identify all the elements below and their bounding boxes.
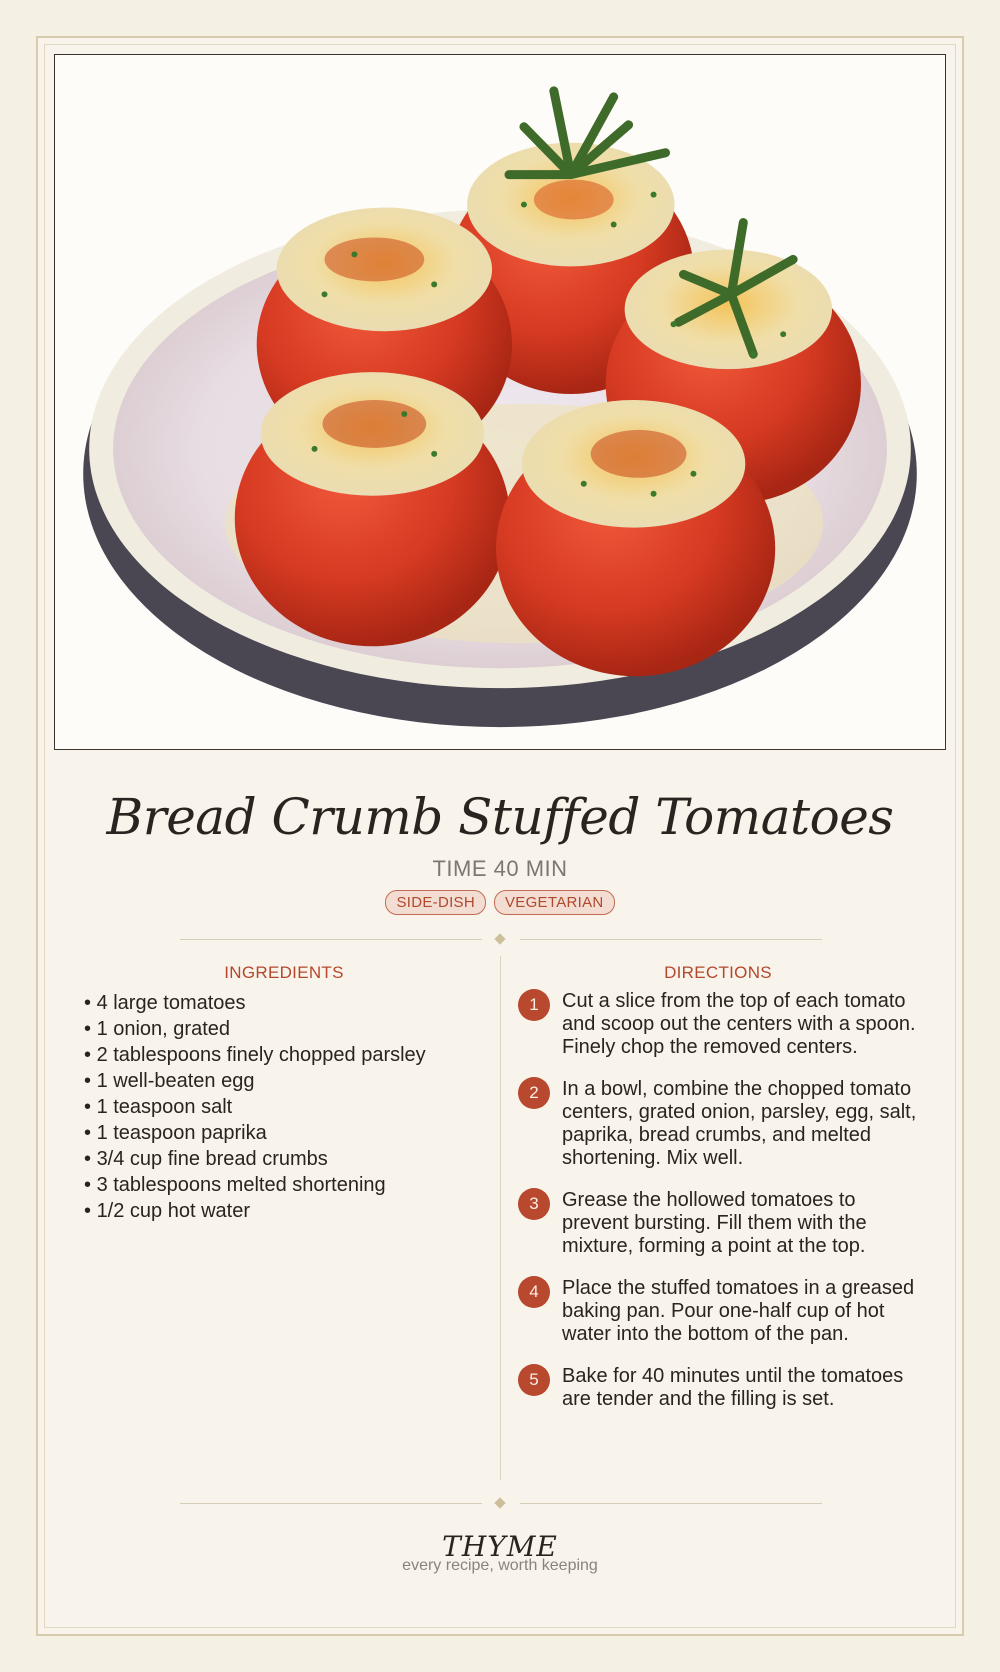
- direction-step: [518, 1078, 918, 1170]
- recipe-photo: [54, 54, 946, 750]
- step-text: Cut a slice from the top of each tomato and scoop out the centers with a spoon. Finely chop the removed centers.: [562, 990, 916, 1058]
- step-number-badge: 1: [518, 989, 550, 1021]
- ingredient-item: • 1/2 cup hot water: [84, 1198, 484, 1224]
- ingredient-item: • 3/4 cup fine bread crumbs: [84, 1146, 484, 1172]
- ingredient-item: • 1 onion, grated: [84, 1016, 484, 1042]
- divider-diamond-icon: [494, 933, 505, 944]
- step-text: Place the stuffed tomatoes in a greased baking pan. Pour one-half cup of hot water into the bottom of the pan.: [562, 1277, 915, 1345]
- direction-step: [518, 1365, 918, 1411]
- ingredient-item: • 1 well-beaten egg: [84, 1068, 484, 1094]
- directions-heading: DIRECTIONS: [664, 963, 772, 982]
- divider-line-left: [180, 1503, 482, 1504]
- divider-diamond-icon: [494, 1497, 505, 1508]
- stuffed-tomatoes-illustration-icon: [55, 55, 945, 749]
- divider-top: [180, 933, 822, 947]
- step-number-badge: 3: [518, 1188, 550, 1220]
- step-number-badge: 4: [518, 1276, 550, 1308]
- ingredients-list: [84, 990, 484, 1224]
- tag-vegetarian[interactable]: VEGETARIAN: [494, 890, 615, 915]
- tag-list: [0, 890, 1000, 915]
- step-number-badge: 2: [518, 1077, 550, 1109]
- direction-step: [518, 990, 918, 1059]
- direction-step: [518, 1277, 918, 1346]
- brand-logo: THYME: [442, 1530, 558, 1563]
- step-text: Bake for 40 minutes until the tomatoes are tender and the filling is set.: [562, 1365, 904, 1410]
- ingredients-heading: INGREDIENTS: [224, 963, 344, 982]
- brand-tagline: every recipe, worth keeping: [402, 1557, 598, 1574]
- ingredient-item: • 3 tablespoons melted shortening: [84, 1172, 484, 1198]
- ingredient-item: • 2 tablespoons finely chopped parsley: [84, 1042, 484, 1068]
- ingredient-item: • 1 teaspoon paprika: [84, 1120, 484, 1146]
- direction-step: [518, 1189, 918, 1258]
- divider-line-right: [520, 1503, 822, 1504]
- column-divider: [500, 956, 501, 1480]
- divider-line-left: [180, 939, 482, 940]
- ingredient-item: • 4 large tomatoes: [84, 990, 484, 1016]
- cook-time: TIME 40 MIN: [432, 856, 568, 881]
- tag-side-dish[interactable]: SIDE-DISH: [385, 890, 486, 915]
- divider-bottom: [180, 1497, 822, 1511]
- step-text: In a bowl, combine the chopped tomato centers, grated onion, parsley, egg, salt, paprika, bread crumbs, and melted shortening. Mix well.: [562, 1078, 917, 1169]
- ingredient-item: • 1 teaspoon salt: [84, 1094, 484, 1120]
- directions-list: [518, 990, 918, 1430]
- step-text: Grease the hollowed tomatoes to prevent bursting. Fill them with the mixture, forming a point at the top.: [562, 1189, 867, 1257]
- step-number-badge: 5: [518, 1364, 550, 1396]
- divider-line-right: [520, 939, 822, 940]
- recipe-title: Bread Crumb Stuffed Tomatoes: [106, 788, 894, 846]
